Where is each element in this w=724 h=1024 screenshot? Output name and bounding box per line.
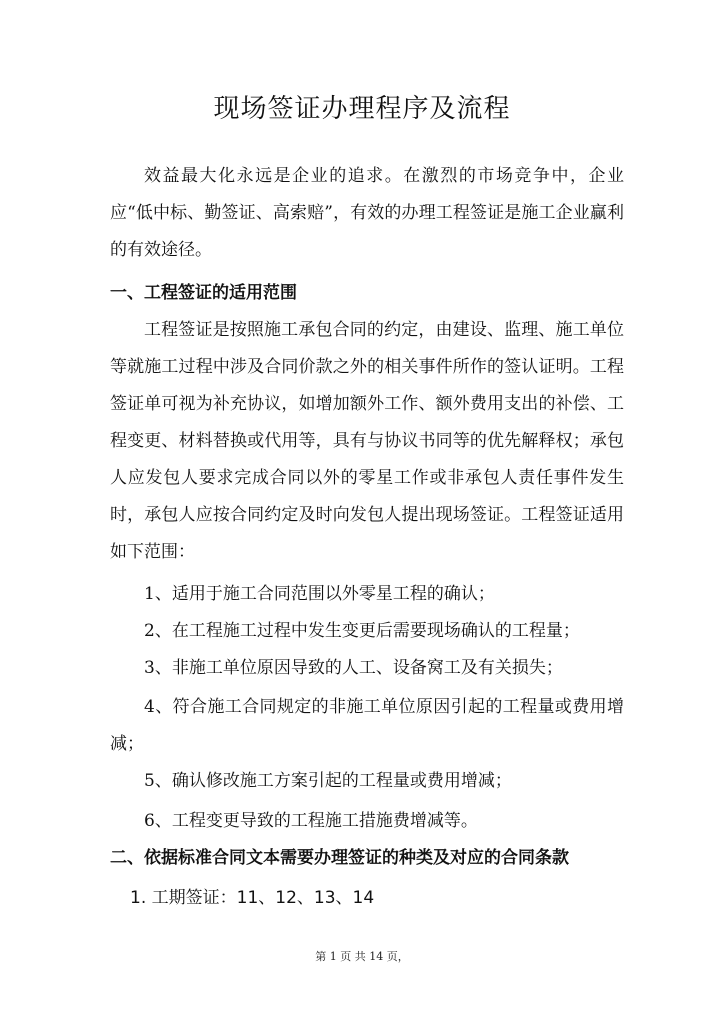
- list-item: 5、确认修改施工方案引起的工程量或费用增减；: [144, 771, 512, 791]
- document-title: 现场签证办理程序及流程: [213, 94, 511, 124]
- section-1-paragraph: 工程签证是按照施工承包合同的约定，由建设、监理、施工单位等就施工过程中涉及合同价款之外的相关事件所作的签认证明。工程签证单可视为补充协议，如增加额外工作、额外费用支出的补偿、工程变更、材料替换或代用等，具有与协议书同等的优先解释权；承包人应发包人要求完成合同以外的零星工作或非承包人责任事件发生时，承包人应按合同约定及时向发包人提出现场签证。工程签证适用如下范围：: [110, 320, 624, 562]
- list-item: 3、非施工单位原因导致的人工、设备窝工及有关损失；: [144, 658, 563, 678]
- list-item: 1、适用于施工合同范围以外零星工程的确认；: [144, 584, 495, 604]
- section-2-sub-item: 1. 工期签证：11、12、13、14: [130, 888, 375, 908]
- list-item: 6、工程变更导致的工程施工措施费增减等。: [144, 811, 478, 831]
- section-1-heading: 一、工程签证的适用范围: [110, 283, 297, 303]
- intro-paragraph: 效益最大化永远是企业的追求。在激烈的市场竞争中，企业应“低中标、勤签证、高索赔”，有效的办理工程签证是施工企业赢利的有效途径。: [110, 166, 624, 260]
- page-footer: 第 1 页 共 14 页，: [315, 950, 409, 963]
- list-item: 4、符合施工合同规定的非施工单位原因引起的工程量或费用增减；: [110, 697, 624, 754]
- list-item: 2、在工程施工过程中发生变更后需要现场确认的工程量；: [144, 621, 580, 641]
- section-2-heading: 二、依据标准合同文本需要办理签证的种类及对应的合同条款: [110, 848, 569, 868]
